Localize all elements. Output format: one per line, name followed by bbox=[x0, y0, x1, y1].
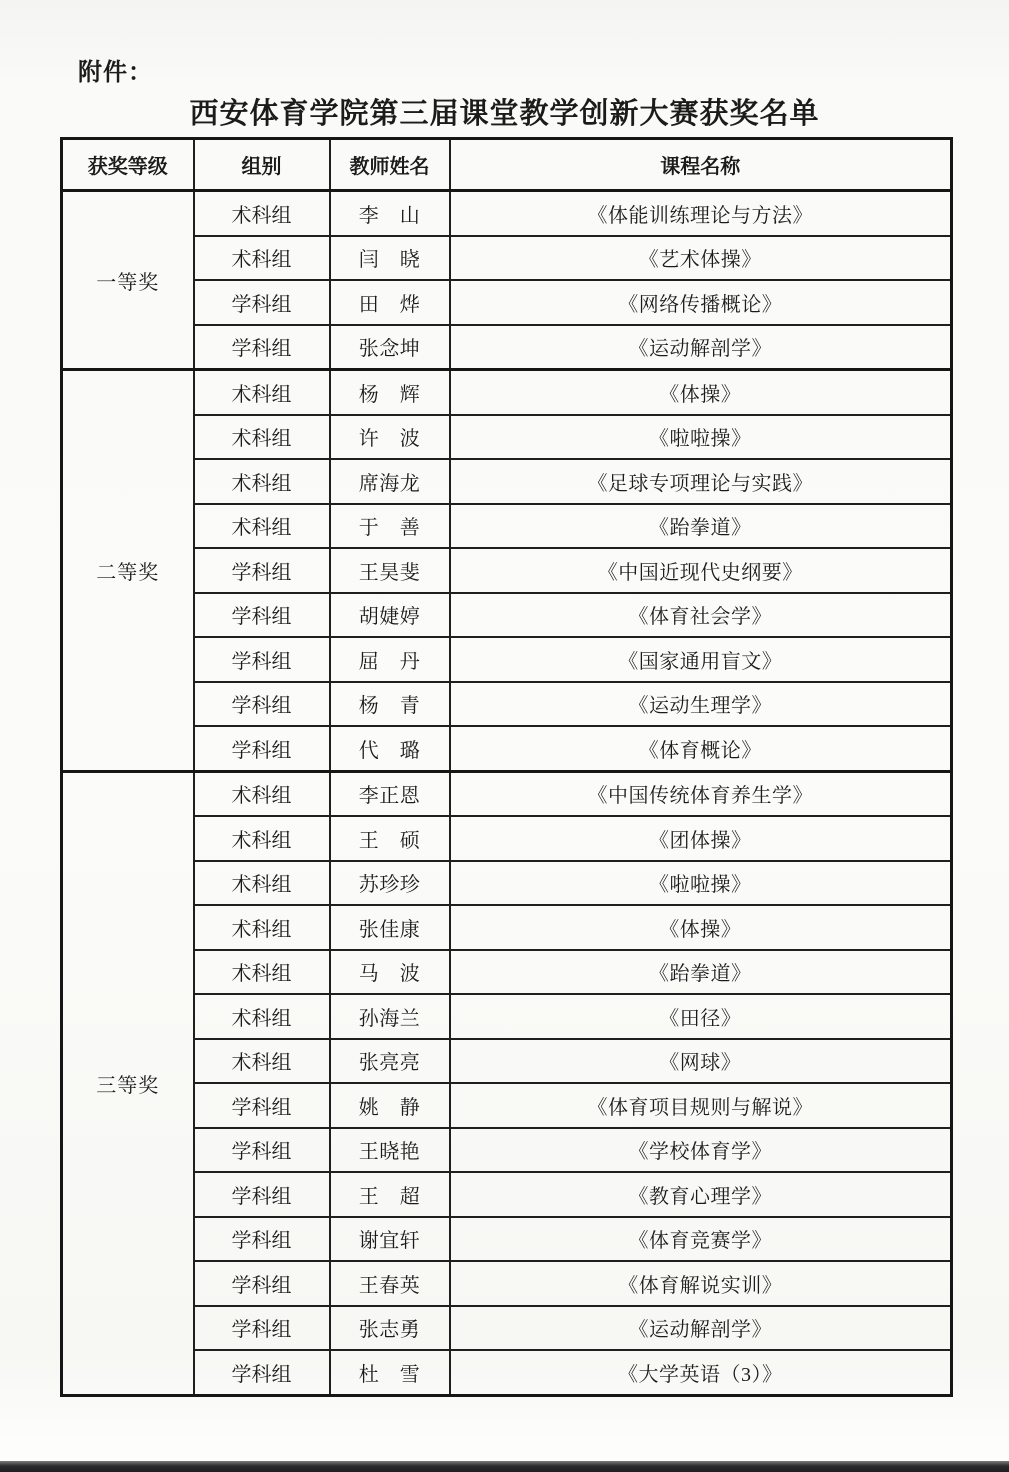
table-row bbox=[62, 1306, 952, 1351]
table-row bbox=[62, 726, 952, 771]
group-cell: 学科组 bbox=[194, 1306, 330, 1351]
table-row bbox=[62, 1350, 952, 1395]
group-cell: 学科组 bbox=[194, 1350, 330, 1395]
group-cell: 学科组 bbox=[194, 593, 330, 638]
table-row bbox=[62, 504, 952, 549]
teacher-cell: 许 波 bbox=[330, 415, 450, 460]
table-row bbox=[62, 593, 952, 638]
course-cell: 《中国传统体育养生学》 bbox=[450, 771, 952, 816]
group-cell: 术科组 bbox=[194, 771, 330, 816]
course-cell: 《体育概论》 bbox=[450, 726, 952, 771]
table-row bbox=[62, 370, 952, 415]
teacher-cell: 杜 雪 bbox=[330, 1350, 450, 1395]
teacher-cell: 王晓艳 bbox=[330, 1128, 450, 1173]
course-cell: 《体育社会学》 bbox=[450, 593, 952, 638]
course-cell: 《学校体育学》 bbox=[450, 1128, 952, 1173]
teacher-cell: 张亮亮 bbox=[330, 1039, 450, 1084]
teacher-cell: 胡婕婷 bbox=[330, 593, 450, 638]
course-cell: 《体能训练理论与方法》 bbox=[450, 191, 952, 236]
table-row bbox=[62, 1261, 952, 1306]
teacher-cell: 姚 静 bbox=[330, 1083, 450, 1128]
group-cell: 术科组 bbox=[194, 816, 330, 861]
course-cell: 《艺术体操》 bbox=[450, 236, 952, 281]
group-cell: 术科组 bbox=[194, 504, 330, 549]
header-group: 组别 bbox=[194, 139, 330, 191]
course-cell: 《体育项目规则与解说》 bbox=[450, 1083, 952, 1128]
course-cell: 《体操》 bbox=[450, 370, 952, 415]
course-cell: 《团体操》 bbox=[450, 816, 952, 861]
table-row bbox=[62, 771, 952, 816]
course-cell: 《啦啦操》 bbox=[450, 415, 952, 460]
course-cell: 《田径》 bbox=[450, 994, 952, 1039]
course-cell: 《中国近现代史纲要》 bbox=[450, 548, 952, 593]
course-cell: 《跆拳道》 bbox=[450, 504, 952, 549]
teacher-cell: 马 波 bbox=[330, 950, 450, 995]
group-cell: 术科组 bbox=[194, 191, 330, 236]
group-cell: 学科组 bbox=[194, 1217, 330, 1262]
group-cell: 学科组 bbox=[194, 637, 330, 682]
header-teacher-name: 教师姓名 bbox=[330, 139, 450, 191]
teacher-cell: 孙海兰 bbox=[330, 994, 450, 1039]
group-cell: 学科组 bbox=[194, 280, 330, 325]
table-row bbox=[62, 682, 952, 727]
course-cell: 《足球专项理论与实践》 bbox=[450, 459, 952, 504]
table-row bbox=[62, 1083, 952, 1128]
table-row bbox=[62, 548, 952, 593]
group-cell: 术科组 bbox=[194, 905, 330, 950]
group-cell: 学科组 bbox=[194, 325, 330, 370]
course-cell: 《教育心理学》 bbox=[450, 1172, 952, 1217]
teacher-cell: 屈 丹 bbox=[330, 637, 450, 682]
award-level-cell: 二等奖 bbox=[62, 370, 194, 772]
table-row bbox=[62, 1217, 952, 1262]
group-cell: 术科组 bbox=[194, 1039, 330, 1084]
course-cell: 《运动生理学》 bbox=[450, 682, 952, 727]
teacher-cell: 田 烨 bbox=[330, 280, 450, 325]
teacher-cell: 杨 青 bbox=[330, 682, 450, 727]
course-cell: 《跆拳道》 bbox=[450, 950, 952, 995]
group-cell: 学科组 bbox=[194, 1128, 330, 1173]
table-row bbox=[62, 637, 952, 682]
teacher-cell: 王 超 bbox=[330, 1172, 450, 1217]
table-row bbox=[62, 236, 952, 281]
course-cell: 《啦啦操》 bbox=[450, 861, 952, 906]
table-row bbox=[62, 191, 952, 236]
course-cell: 《体育解说实训》 bbox=[450, 1261, 952, 1306]
header-course-name: 课程名称 bbox=[450, 139, 952, 191]
teacher-cell: 谢宜轩 bbox=[330, 1217, 450, 1262]
group-cell: 术科组 bbox=[194, 950, 330, 995]
teacher-cell: 杨 辉 bbox=[330, 370, 450, 415]
teacher-cell: 苏珍珍 bbox=[330, 861, 450, 906]
teacher-cell: 张念坤 bbox=[330, 325, 450, 370]
table-row bbox=[62, 459, 952, 504]
group-cell: 学科组 bbox=[194, 548, 330, 593]
table-row bbox=[62, 415, 952, 460]
teacher-cell: 李 山 bbox=[330, 191, 450, 236]
group-cell: 学科组 bbox=[194, 1261, 330, 1306]
table-row bbox=[62, 1172, 952, 1217]
course-cell: 《国家通用盲文》 bbox=[450, 637, 952, 682]
teacher-cell: 李正恩 bbox=[330, 771, 450, 816]
course-cell: 《网络传播概论》 bbox=[450, 280, 952, 325]
teacher-cell: 王昊斐 bbox=[330, 548, 450, 593]
awards-table bbox=[60, 137, 953, 1397]
course-cell: 《体操》 bbox=[450, 905, 952, 950]
photo-bottom-edge bbox=[0, 1461, 1009, 1472]
group-cell: 术科组 bbox=[194, 415, 330, 460]
group-cell: 术科组 bbox=[194, 861, 330, 906]
teacher-cell: 闫 晓 bbox=[330, 236, 450, 281]
group-cell: 术科组 bbox=[194, 994, 330, 1039]
award-level-cell: 一等奖 bbox=[62, 191, 194, 370]
teacher-cell: 于 善 bbox=[330, 504, 450, 549]
table-row bbox=[62, 950, 952, 995]
table-row bbox=[62, 816, 952, 861]
table-row bbox=[62, 994, 952, 1039]
course-cell: 《体育竞赛学》 bbox=[450, 1217, 952, 1262]
group-cell: 学科组 bbox=[194, 682, 330, 727]
teacher-cell: 张志勇 bbox=[330, 1306, 450, 1351]
group-cell: 学科组 bbox=[194, 1172, 330, 1217]
group-cell: 术科组 bbox=[194, 370, 330, 415]
table-header bbox=[62, 139, 952, 191]
group-cell: 术科组 bbox=[194, 236, 330, 281]
table-row bbox=[62, 861, 952, 906]
teacher-cell: 席海龙 bbox=[330, 459, 450, 504]
table-row bbox=[62, 325, 952, 370]
table-row bbox=[62, 1039, 952, 1084]
teacher-cell: 代 璐 bbox=[330, 726, 450, 771]
table-row bbox=[62, 280, 952, 325]
group-cell: 学科组 bbox=[194, 1083, 330, 1128]
table-row bbox=[62, 905, 952, 950]
table-row bbox=[62, 1128, 952, 1173]
page-title: 西安体育学院第三届课堂教学创新大赛获奖名单 bbox=[189, 98, 820, 130]
header-row bbox=[62, 139, 952, 191]
group-cell: 学科组 bbox=[194, 726, 330, 771]
award-level-cell: 三等奖 bbox=[62, 771, 194, 1395]
teacher-cell: 张佳康 bbox=[330, 905, 450, 950]
course-cell: 《运动解剖学》 bbox=[450, 325, 952, 370]
attachment-label: 附件： bbox=[78, 59, 153, 86]
table-body bbox=[62, 191, 952, 1396]
teacher-cell: 王春英 bbox=[330, 1261, 450, 1306]
header-award-level: 获奖等级 bbox=[62, 139, 194, 191]
course-cell: 《大学英语（3）》 bbox=[450, 1350, 952, 1395]
teacher-cell: 王 硕 bbox=[330, 816, 450, 861]
course-cell: 《网球》 bbox=[450, 1039, 952, 1084]
group-cell: 术科组 bbox=[194, 459, 330, 504]
course-cell: 《运动解剖学》 bbox=[450, 1306, 952, 1351]
